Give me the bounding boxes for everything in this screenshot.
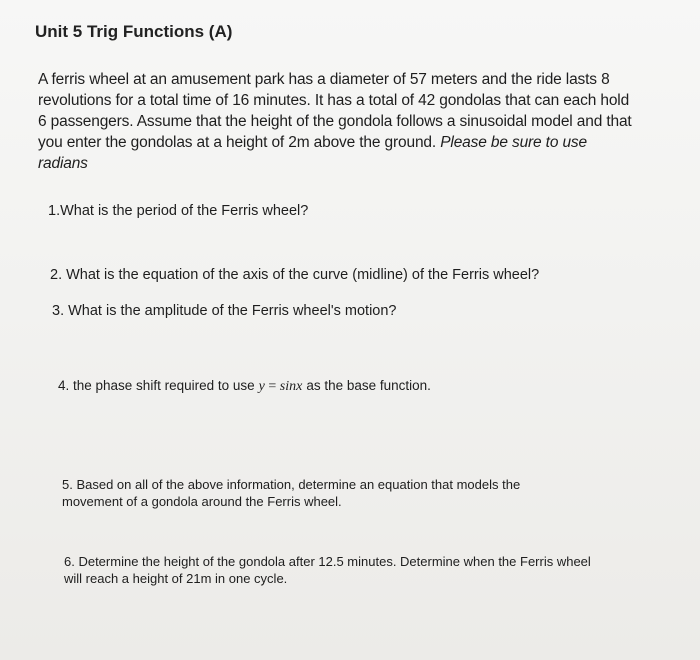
question-3: 3. What is the amplitude of the Ferris wheel's motion?: [52, 303, 397, 319]
formula-y: y: [258, 379, 265, 394]
page-title: Unit 5 Trig Functions (A): [35, 22, 233, 41]
base-function-formula: [255, 379, 307, 394]
problem-statement: [38, 69, 638, 174]
question-2: 2. What is the equation of the axis of the curve (midline) of the Ferris wheel?: [50, 267, 540, 283]
question-6: 6. Determine the height of the gondola after 12.5 minutes. Determine when the Ferris wheel will reach a height of 21m in one cycle.: [64, 554, 591, 586]
question-5: 5. Based on all of the above information, determine an equation that models the movement of a gondola around the Ferris wheel.: [62, 477, 521, 509]
formula-equals: =: [264, 379, 280, 394]
question-4-lead: 4. the phase shift required to use: [58, 378, 255, 393]
formula-sinx: sinx: [279, 379, 303, 394]
question-4-tail: as the base function.: [306, 378, 431, 393]
radians-note: Please be sure to use radians: [38, 134, 587, 172]
question-4: [58, 378, 431, 395]
question-1: 1.What is the period of the Ferris wheel?: [48, 203, 309, 219]
problem-text: A ferris wheel at an amusement park has a diameter of 57 meters and the ride lasts 8 revolutions for a total time of 16 minutes. It has a total of 42 gondolas that can each hold 6 passengers. Assume that the height of the gondola follows a sinusoidal model and that you enter the gondolas at a height of 2m above the ground.: [38, 71, 632, 151]
